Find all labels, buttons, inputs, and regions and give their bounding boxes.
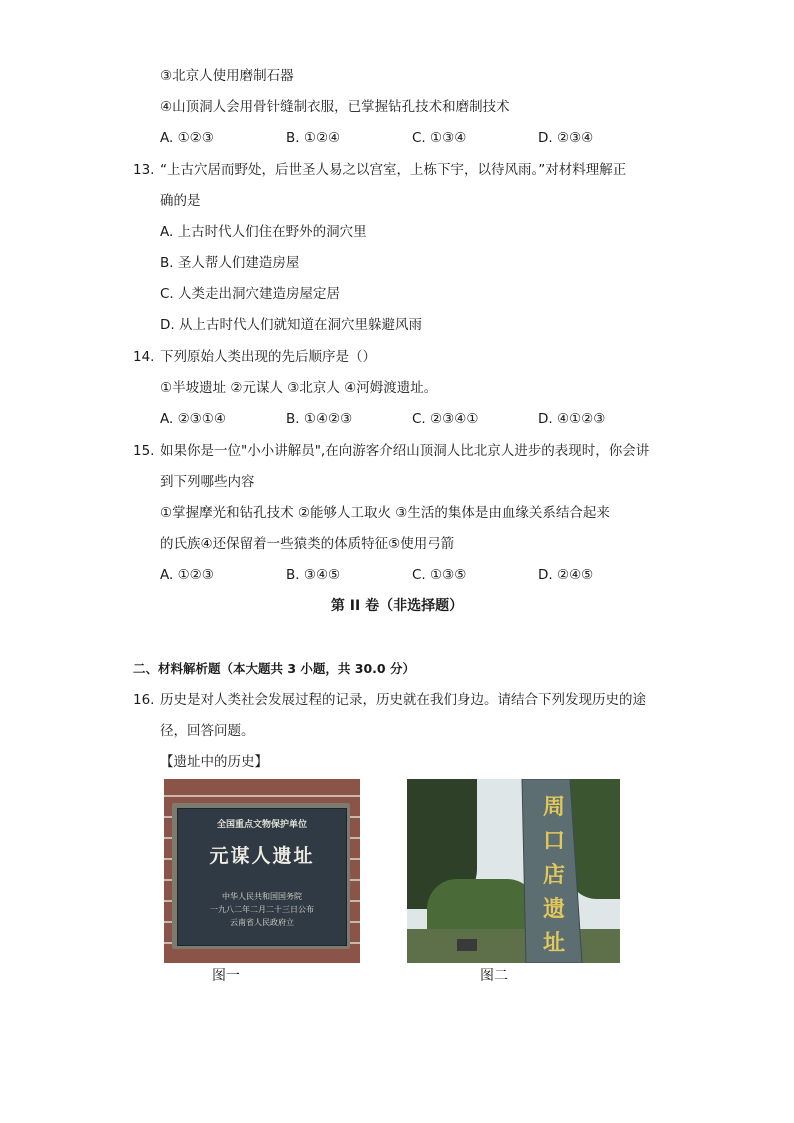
q15-option-b: B. ③④⑤ <box>286 567 341 583</box>
q13-option-d: D. 从上古时代人们就知道在洞穴里躲避风雨 <box>160 317 422 333</box>
plaque-line5: 云南省人民政府立 <box>230 918 294 927</box>
q13-option-c: C. 人类走出洞穴建造房屋定居 <box>160 286 341 302</box>
plaque-title: 元谋人遗址 <box>209 845 315 867</box>
q12-option-b: B. ①②④ <box>286 130 341 146</box>
q16-subheading: 【遗址中的历史】 <box>160 754 268 770</box>
q16-stem-line2: 径，回答问题。 <box>160 723 255 739</box>
stele-char-3: 店 <box>542 863 565 888</box>
figure1-caption: 图一 <box>212 968 240 984</box>
stele-char-4: 遗 <box>542 897 565 922</box>
q15-option-c: C. ①③⑤ <box>412 567 467 583</box>
q12-item-3: ③北京人使用磨制石器 <box>160 68 294 84</box>
q15-items-line1: ①掌握摩光和钻孔技术 ②能够人工取火 ③生活的集体是由血缘关系结合起来 <box>160 505 610 521</box>
stele-char-2: 口 <box>542 829 565 854</box>
volume-title: 第 II 卷（非选择题） <box>330 598 464 614</box>
q14-option-b: B. ①④②③ <box>286 411 353 427</box>
q15-option-a: A. ①②③ <box>160 567 214 583</box>
figure2-caption: 图二 <box>480 968 508 984</box>
q14-items: ①半坡遗址 ②元谋人 ③北京人 ④河姆渡遗址。 <box>160 380 438 396</box>
stele-text <box>529 791 579 961</box>
q14-option-c: C. ②③④① <box>412 411 479 427</box>
q14-option-a: A. ②③①④ <box>160 411 226 427</box>
q13-option-b: B. 圣人帮人们建造房屋 <box>160 255 300 271</box>
q15-number: 15. <box>133 443 155 459</box>
q12-item-4: ④山顶洞人会用骨针缝制衣服，已掌握钻孔技术和磨制技术 <box>160 99 510 115</box>
q16-number: 16. <box>133 692 155 708</box>
plaque-line1: 全国重点文物保护单位 <box>216 820 307 830</box>
stele-char-5: 址 <box>542 931 565 956</box>
q14-number: 14. <box>133 349 155 365</box>
plaque-line3: 中华人民共和国国务院 <box>222 892 302 901</box>
q13-stem-line2: 确的是 <box>160 193 201 209</box>
figure2-photo <box>407 779 620 963</box>
q12-option-d: D. ②③④ <box>538 130 594 146</box>
section2-heading: 二、材料解析题（本大题共 3 小题，共 30.0 分） <box>133 661 415 676</box>
q13-option-a: A. 上古时代人们住在野外的洞穴里 <box>160 224 367 240</box>
stele-char-1: 周 <box>542 795 565 820</box>
plaque-line4: 一九八二年二月二十三日公布 <box>210 905 314 914</box>
q13-number: 13. <box>133 162 155 178</box>
q14-option-d: D. ④①②③ <box>538 411 606 427</box>
q13-stem-line1: “上古穴居而野处，后世圣人易之以宫室，上栋下宇，以待风雨。”对材料理解正 <box>160 162 627 178</box>
plaque <box>177 808 347 946</box>
q12-option-a: A. ①②③ <box>160 130 214 146</box>
q12-option-c: C. ①③④ <box>412 130 467 146</box>
q16-stem-line1: 历史是对人类社会发展过程的记录，历史就在我们身边。请结合下列发现历史的途 <box>160 692 646 708</box>
q14-stem: 下列原始人类出现的先后顺序是（） <box>160 349 376 365</box>
q15-option-d: D. ②④⑤ <box>538 567 594 583</box>
q15-stem-line1: 如果你是一位"小小讲解员",在向游客介绍山顶洞人比北京人进步的表现时，你会讲 <box>160 443 650 459</box>
q15-stem-line2: 到下列哪些内容 <box>160 474 255 490</box>
q15-items-line2: 的氏族④还保留着一些猿类的体质特征⑤使用弓箭 <box>160 536 455 552</box>
car <box>457 939 477 951</box>
figure1-photo <box>164 779 360 963</box>
